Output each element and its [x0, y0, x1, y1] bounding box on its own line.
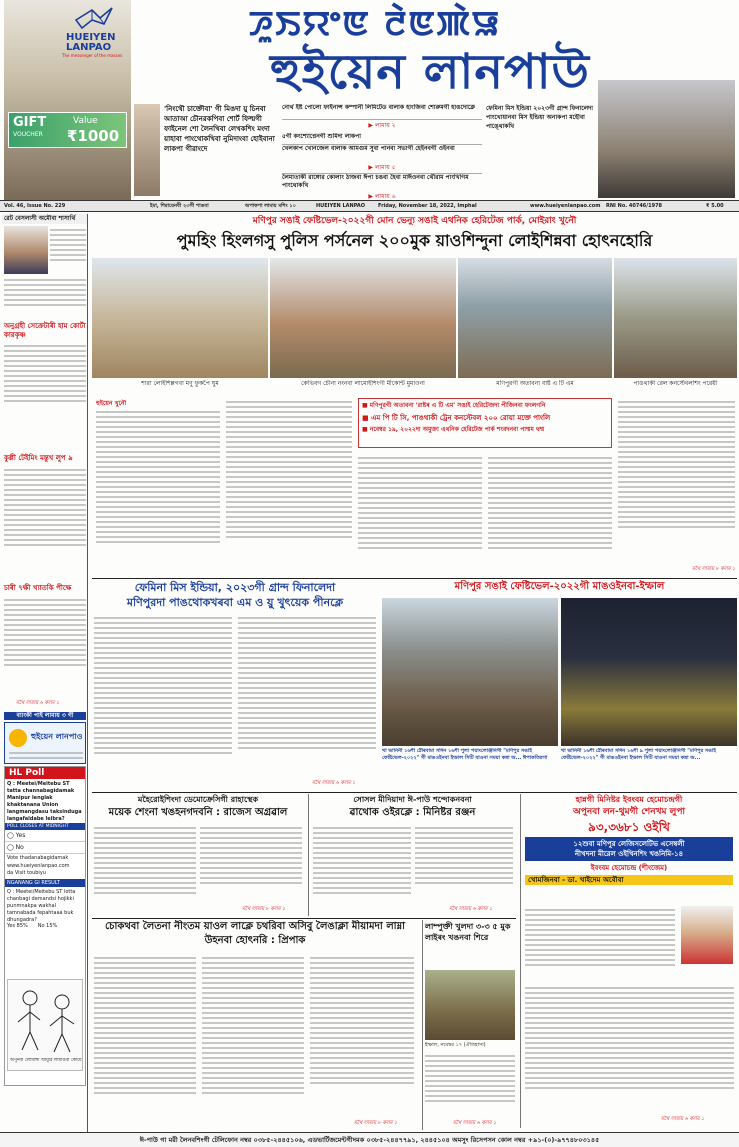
hemochandra-continue-link[interactable]: মথৈ লামায় ৬ কলম ১: [661, 1116, 705, 1122]
democracy-continue-link[interactable]: মথৈ লামায় ৮ কলম ১: [242, 906, 286, 912]
dateline-rni: RNI No. 40746/1978: [606, 203, 663, 209]
lamai-6-label: লামায় ৬: [374, 193, 396, 200]
top-caption-4: পাঙথাকী রেল কনস্টেবলশিং পরেয়ী: [633, 380, 718, 387]
dateline-meitei-date: ইমা, শিরায়েনবী ২৩গী পাঙবা: [150, 203, 209, 209]
advert-title: ব্যাংকী পাই লামায় ৩ গী: [4, 712, 86, 720]
left-heading-1: অনুগ্রহী সেক্রেটাৰী হাম কোৰ্টা কারকৃষ্ণ: [4, 322, 86, 339]
title-bengali: হুইয়েন লানপাউ: [270, 44, 590, 100]
left-heading-3: চাৰী ৭ক্ষী খ্যাতকি পীক্ষে: [4, 584, 72, 592]
top-body-col-5: [618, 398, 735, 566]
social-media-headline: ৱাথোক ওইরক্লে : মিনিষ্টর রঞ্জন: [349, 807, 476, 818]
democracy-col-2: [200, 824, 302, 904]
profile-title: রেট বেসলাসী অমৌবা শাসাৰ্থি: [2, 214, 87, 224]
top-teaser-1: [359, 399, 611, 412]
left-story-1: [4, 342, 86, 420]
profile-text: [50, 226, 86, 274]
teaser-shumi: ৫গী কংশ্যোপ্নেনগী শুমিদা লাকপা: [282, 133, 361, 140]
lampi-caption: ইম্ফাল, নবেম্বর ১৭ (ঐতিহাসা): [425, 1042, 486, 1048]
advert-text: [9, 749, 83, 763]
top-body-col-4: [488, 454, 612, 574]
democracy-headline: ময়েক শেংনা খঙহনগদবনি : রাজেস অগ্রৱাল: [108, 807, 288, 818]
top-body-col-1: [96, 408, 220, 576]
top-teaser-2-text: এম পি টি সি, পাঙথাকী ট্রেন কনস্টেবল ২০০ রোয়া মক্তে পাংলি: [371, 414, 551, 422]
advert-brand: হুইয়েন লানপাও: [31, 732, 83, 741]
chokthaba-col-1: [94, 954, 196, 1126]
democracy-story: [92, 794, 304, 916]
hemochandra-label: খোমজিনবা - ডা. খাইদেম অবৌবা: [525, 875, 733, 885]
sangai-photo-story: [382, 580, 737, 790]
divider-2: [92, 792, 737, 793]
top-teaser-1-text: মণিপুরগী অতাবনা 'রাষ্টৰ এ টি এম' সঙাই হেরিটেজদা পীজিনবা ফংলগনি: [369, 402, 546, 409]
teaser-miss-india: ফেমিনা মিস ইন্ডিয়া ২০২৩গী গ্রান্দ ফিনালেদা পাংখোয়ানবা মিস ইন্ডিয়া অনাকপা মহৌবা পাঙ্থোকখি: [486, 105, 594, 130]
hl-poll-vote-3: da Visit toubiyu: [7, 870, 46, 876]
top-story-kicker: মণিপুর সঙাই ফেষ্টিভেল-২০২২গী মোন ভেন্যু সঙাই এথনিক হেরিটেজ পার্ক, মোইরাং খুনৌ: [252, 216, 577, 226]
masthead: [0, 0, 739, 200]
gift-voucher-card: [8, 112, 127, 148]
left-heading-2: কুল্লী টেইমিং মন্তুখ লুপ ৯: [4, 454, 73, 462]
hemochandra-title-1: হান্নগী মিনিষ্টর ইবংবম হেমোচন্দ্রগী: [575, 795, 683, 804]
hl-poll-result-yes: Yes 85%: [7, 923, 28, 929]
hemochandra-subhead-2: নীখদনা মীরেল ওইখিনশিং খঙনিমি-১৪: [574, 850, 684, 858]
hl-poll-result-no: No 15%: [37, 923, 58, 929]
top-photo-4: [614, 258, 737, 378]
cartoon: [7, 979, 83, 1071]
miss-india-continue-link[interactable]: মথৈ লামায় ৬ কলম ১: [312, 780, 356, 786]
hl-poll-closes: POLL CLOSES AT MIDNIGHT: [5, 823, 85, 830]
miss-india-col-2: [238, 614, 376, 778]
radio-no-icon[interactable]: ◯: [7, 844, 14, 851]
top-caption-3: মণিপুরগী অতাবনা বাষ্ট এ টি এম: [496, 380, 574, 387]
dateline-price: ₹ 5.00: [706, 203, 724, 209]
top-teaser-3-text: নবেম্বর ১৯, ২০২২দা অমুক্তা এথনিক হেরিটেজ পার্ক শংবদনবা পাম্মম থম্ম: [369, 426, 545, 433]
social-media-continue-link[interactable]: মথৈ লামায় ৬ কলম ১: [449, 906, 493, 912]
hl-poll-question: Q : Meetei/Meitebu ST tatta channabagidamak Manipur lenglak khaktanana Union langmangdasu taksinduga langafaldabe leibra?: [7, 781, 82, 822]
footer-bar: [0, 1132, 739, 1147]
top-teaser-2: [359, 412, 611, 424]
profile-body: [4, 276, 86, 318]
dateline-date: Friday, November 18, 2022, Imphal: [378, 203, 477, 209]
miss-india-story: [92, 580, 378, 790]
social-media-col-2: [415, 824, 513, 904]
chokthaba-col-3: [310, 954, 414, 1118]
hemochandra-subhead-box: [525, 837, 733, 861]
hl-poll-result-title: NGANANG GI RESULT: [5, 879, 85, 887]
hl-poll-vote-1: Vote thadanabagidamak: [7, 855, 69, 861]
arrow-icon: ▶: [368, 164, 374, 171]
left-column: [2, 214, 88, 1134]
arrow-icon: ▶: [368, 122, 374, 129]
teaser-leimatak: লৈমাতাকী রাঙ্গোর কোলাং ঠাজবা ঈপা চঙবা হৈবা মাঈওনবা থৌরাম পাংখিগিম পাংথোকখি: [282, 173, 482, 191]
miss-india-headline: ফেমিনা মিস ইন্ডিয়া, ২০২৩গী গ্রান্দ ফিনালেদা: [134, 581, 336, 594]
hl-poll-no-option[interactable]: [5, 842, 85, 854]
dateline-site-link[interactable]: www.hueiyenlanpao.com: [530, 203, 601, 209]
logo-tagline: The messenger of the masses: [62, 53, 123, 58]
lampi-story: [422, 920, 516, 1130]
advert-box: [4, 722, 86, 764]
hl-poll-result-row: [5, 923, 85, 929]
profile-photo: [4, 226, 48, 274]
logo: [58, 6, 132, 58]
chokthaba-headline: চোকথবা লৈতনা নীংতম য়াওল লাক্লে চথরিবা অসিবু লৈঙাক্লা মীয়ামদা লাম্না উহনবা হোৎনরি : প্রিপাক: [104, 921, 406, 946]
lamai-2-label: লামায় ২: [374, 122, 396, 129]
teaser-shortfilm-text: 'নিংথৌ চাক্তৌবা' গী মিঙদা য়ু চিনবা আতাআ চৌনরকপিবা শোর্ট ফিল্মগী ফাইনেল শো লৈনখিবা লেখকশিং মংদা য়াহাবা পাংথোকখিবা নুমিদাংবা হোইবানা লাকপা গীরাংদে: [164, 105, 275, 153]
teaser-shortfilm-photo: [134, 104, 160, 196]
left-story-2: [4, 466, 86, 576]
hl-poll-vote-2[interactable]: www.hueiyenlanpao.com: [7, 863, 70, 869]
teaser-lamai-2: [282, 120, 482, 131]
sangai-photo-right: [561, 598, 737, 746]
dateline-bar: [0, 200, 739, 212]
left-continue-link[interactable]: মথৈ লামায় ৬ কলম ১: [16, 700, 60, 706]
hemochandra-photo: [681, 906, 733, 964]
logo-text-hueiyen: HUEIYEN: [66, 32, 116, 43]
lampi-body: [425, 1052, 515, 1118]
sangai-photo-left: [382, 598, 558, 746]
miss-india-col-1: [94, 614, 232, 784]
bullet-icon: ■: [362, 426, 368, 433]
value-label: Value: [73, 116, 98, 126]
chokthaba-story: [92, 920, 418, 1130]
chokthaba-continue-link[interactable]: মথৈ লামায় ৮ কলম ১: [354, 1120, 398, 1126]
top-caption-1: শারা লোইশিল্লগবা মণু ফুকপৈ ঘুম: [141, 380, 219, 387]
democracy-kicker: মহৈরোইশিংদা ডেমোক্রেসিগী রাহাস্থেক: [137, 795, 259, 804]
sangai-caption-right: থা ভানিনী ১৬শী ঠৌৰবামা সদিন ১৬শী ৯ পুলা পয়াংলোঞ্জনিগী "মণিপুর সঙাই ফেষ্টিভেল-২০২২" গী মাঙওইনবা ইম্ফাল সিটি যাওনা সময়া কন্না অ...: [561, 748, 716, 761]
top-story-reporter: হুইয়েন খুনৌ: [96, 400, 127, 407]
top-photo-3: [458, 258, 612, 378]
top-photo-2: [270, 258, 456, 378]
hl-poll-result-question: Q : Meetei/Meitebu ST lotta chanbagi demandsi hojikki punmnakpa wakhal tamnabada fepahtaaa buk dhungadra?: [7, 889, 76, 923]
value-amount: ₹1000: [67, 127, 120, 145]
teaser-khelkap: খেলকাপ খোনজেল বালাক আমগুম সুবা পানবা সভাগী হেইনবগী ওইনবা: [282, 144, 482, 162]
top-story-body: [92, 396, 737, 576]
top-photo-1: [92, 258, 268, 378]
teaser-lamai-5: [282, 162, 482, 173]
hemochandra-body-2: [525, 984, 734, 1114]
advert-brand-icon: [9, 729, 27, 747]
top-caption-2: কেভিবগ চৌনা নংনবা লামোইশিংগী মীকোন্ট মুমাওনা: [301, 380, 425, 387]
bullet-icon: ■: [362, 414, 369, 422]
top-body-col-3: [358, 454, 482, 574]
dateline-vol: Vol. 46, Issue No. 229: [4, 203, 66, 209]
hemochandra-subhead-1: ১২শুবা মণিপুর লেজিসলেটিভ এসেম্বলী: [573, 840, 685, 848]
left-story-3: [4, 596, 86, 696]
sangai-caption-left: থা ভানিনী ১৬শী ঠৌৰবামা সদিন ১৬শী পুলা পয়াংলোঞ্জনিগী "মণিপুর সঙাই ফেষ্টিভেল-২০২২" গী মাঙওইনবা ইম্ফাল সিটি যাওনা সময়া কন্না অ... ঈপাকতিরগা: [382, 748, 548, 761]
top-continue-link[interactable]: মথৈ লামায় ৮ কলম ১: [692, 566, 736, 572]
radio-yes-icon[interactable]: ◯: [7, 832, 14, 839]
hl-poll-no-label: No: [15, 844, 24, 851]
hemochandra-name: ইবংবম হেমোচন্দ্র (শীংজেম): [590, 864, 668, 872]
lampi-photo: [425, 970, 515, 1040]
lampi-headline: লাম্পুক্তী খুলদা ৩-৩ ৫ মুক লাইৰং খঙনবা শিরে: [425, 922, 511, 942]
logo-text-lanpao: LANPAO: [66, 42, 112, 53]
gift-label: GIFT: [13, 115, 47, 130]
teaser-miss-india-photo: [598, 80, 735, 198]
top-story: [92, 214, 737, 394]
hemochandra-amount: ৯৩,৩৬৮১ ওইখি: [588, 820, 670, 834]
top-story-headline: পুমহিং হিংলগসু পুলিস পর্সনেল ২০০মুক য়াওশিন্দুনা লোইশিন্নবা হোৎনহোরি: [176, 231, 653, 250]
democracy-col-1: [94, 824, 196, 912]
hemochandra-story: [520, 794, 737, 1128]
teaser-shortfilm: [134, 104, 278, 196]
top-teaser-3: [359, 424, 611, 435]
social-media-kicker: সোসল মীদিয়াদা ঈ-পাউ শন্দোকনবনা: [353, 795, 472, 804]
title-meitei-mayek: ꯍꯨꯏꯌꯦꯟ ꯂꯥꯟꯄꯥꯎ: [248, 4, 502, 44]
footer-contact: ঈ-পাউ গা মরী লৈনবশিংগী টেলিফোন নম্বর ০৩৮৫-২৪৪৫১০৬, এডভার্টিজমেন্টগীদমক ০৩৮৫-২৪৪৭৭৯১, ২৪৪৫১০৪ অমসুং রিসেপসন কোল নম্বর +৯১-(০)-৯৭৭৪৮০৩১৪৫: [139, 1136, 600, 1144]
cartoon-caption: অপুনবা লোমাঙ্গী আয়ুঠি লামাঙবা কোয়ে: [10, 1058, 82, 1063]
cartoon-figures-icon: [8, 980, 84, 1058]
hl-poll-yes-option[interactable]: [5, 830, 85, 842]
teaser-showroom: নোর্থ ইষ্ট পোলো ফাইনান্স কম্পানী লিমিটেড বালাক হাংজিবা শোরুমগী হাঙদোক্লে: [282, 104, 482, 120]
top-teaser-box: [358, 398, 612, 448]
social-media-col-1: [313, 824, 411, 912]
hl-poll-title: HL Poll: [5, 767, 85, 779]
voucher-label: VOUCHER: [13, 131, 43, 138]
bird-logo-icon: [74, 6, 114, 32]
hemochandra-body-1: [525, 906, 675, 980]
chokthaba-col-2: [202, 954, 304, 1126]
dateline-pages: অপাকপা লামায় মশিং ১০: [245, 203, 296, 209]
hl-poll: [4, 766, 86, 1086]
hl-poll-yes-label: Yes: [15, 832, 26, 839]
divider-1: [92, 578, 737, 579]
lamai-5-label: লামায় ৫: [374, 164, 396, 171]
bullet-icon: ■: [362, 402, 368, 409]
sangai-kicker: মণিপুর সঙাই ফেষ্টিভেল-২০২২গী মাঙওইনবা-ইম্ফাল: [454, 581, 665, 592]
lampi-continue-link[interactable]: মথৈ লামায় ৬ কলম ১: [453, 1120, 497, 1126]
arrow-icon: ▶: [368, 193, 374, 200]
social-media-story: [308, 794, 516, 916]
top-body-col-2: [226, 398, 352, 576]
miss-india-subhead: মণিপুরদা পাঙথোকখৰবা এম ও য়ু খুৎয়েক পীনক্লে: [126, 596, 344, 609]
divider-3: [92, 918, 516, 919]
teaser-middle-column: [282, 104, 482, 200]
dateline-paper-name: HUEIYEN LANPAO: [316, 203, 366, 209]
hemochandra-title-2: অপুনবা লন-থুমগী শেনখম লুপা: [572, 807, 686, 817]
